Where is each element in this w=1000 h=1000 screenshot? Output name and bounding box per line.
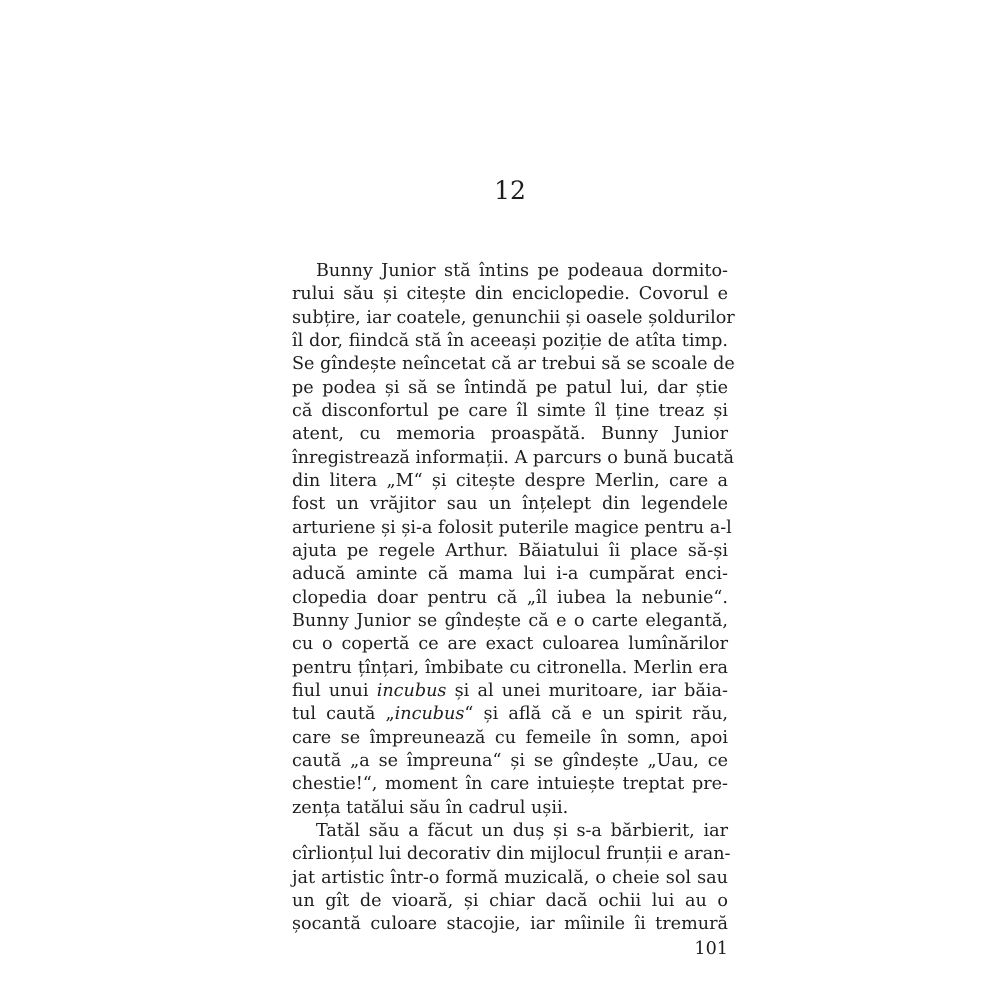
- text-line: jat artistic într-o formă muzicală, o cheie sol sau: [292, 867, 728, 888]
- text-line: Se gîndește neîncetat că ar trebui să se scoale de: [292, 354, 735, 375]
- text-line: [292, 703, 728, 726]
- text-line: arturiene și și-a folosit puterile magice pentru a-l: [292, 517, 732, 538]
- text-line: un gît de vioară, și chiar dacă ochii lui au o: [292, 890, 728, 911]
- text-line: care se împreunează cu femeile în somn, apoi: [292, 727, 728, 748]
- text-run: fiul unui: [292, 680, 377, 701]
- text-line: șocantă culoare stacojie, iar mîinile îi tremură: [292, 914, 728, 935]
- text-line: din litera „M“ și citește despre Merlin, care a: [292, 470, 728, 491]
- text-line: atent, cu memoria proaspătă. Bunny Junior: [292, 424, 728, 445]
- text-line: Bunny Junior stă întins pe podeaua dormito-: [316, 261, 728, 281]
- text-line: subțire, iar coatele, genunchii și oasele șoldurilor: [292, 307, 735, 328]
- text-line: chestie!“, moment în care intuiește treptat pre-: [292, 774, 728, 795]
- text-line: înregistrează informații. A parcurs o bună bucată: [292, 447, 734, 468]
- text-line: aducă aminte că mama lui i-a cumpărat enci-: [292, 564, 728, 585]
- text-run: “ și află că e un spirit rău,: [464, 704, 729, 725]
- page-number: 101: [694, 939, 728, 959]
- body-text: [292, 260, 735, 937]
- text-line: îl dor, fiindcă stă în aceeași poziție de atîta timp.: [292, 330, 728, 351]
- text-run: și al unei muritoare, iar băia-: [446, 680, 728, 701]
- text-line: Tatăl său a făcut un duș și s-a bărbierit, iar: [316, 820, 728, 841]
- text-line: cîrlionțul lui decorativ din mijlocul frunții e aran-: [292, 844, 731, 865]
- text-line: pe podea și să se întindă pe patul lui, dar știe: [292, 377, 728, 398]
- text-line: caută „a se împreuna“ și se gîndește „Uau, ce: [292, 750, 728, 771]
- text-line: clopedia doar pentru că „îl iubea la nebunie“.: [292, 587, 728, 608]
- text-line: ajuta pe regele Arthur. Băiatului îi place să-și: [292, 540, 728, 561]
- text-line: că disconfortul pe care îl simte îl ține treaz și: [292, 400, 728, 421]
- text-line: fost un vrăjitor sau un înțelept din legendele: [292, 494, 728, 515]
- italic-term: incubus: [376, 680, 447, 701]
- text-line: pentru țînțari, îmbibate cu citronella. Merlin era: [292, 657, 728, 678]
- text-run: tul caută „: [292, 704, 395, 725]
- text-line: rului său și citește din enciclopedie. Covorul e: [292, 284, 728, 305]
- text-line: Bunny Junior se gîndește că e o carte elegantă,: [292, 610, 728, 631]
- text-line: [292, 680, 728, 703]
- italic-term: incubus: [394, 704, 465, 725]
- chapter-number: 12: [494, 176, 526, 205]
- text-line: zența tatălui său în cadrul ușii.: [292, 797, 569, 818]
- text-line: cu o copertă ce are exact culoarea lumînărilor: [292, 634, 728, 655]
